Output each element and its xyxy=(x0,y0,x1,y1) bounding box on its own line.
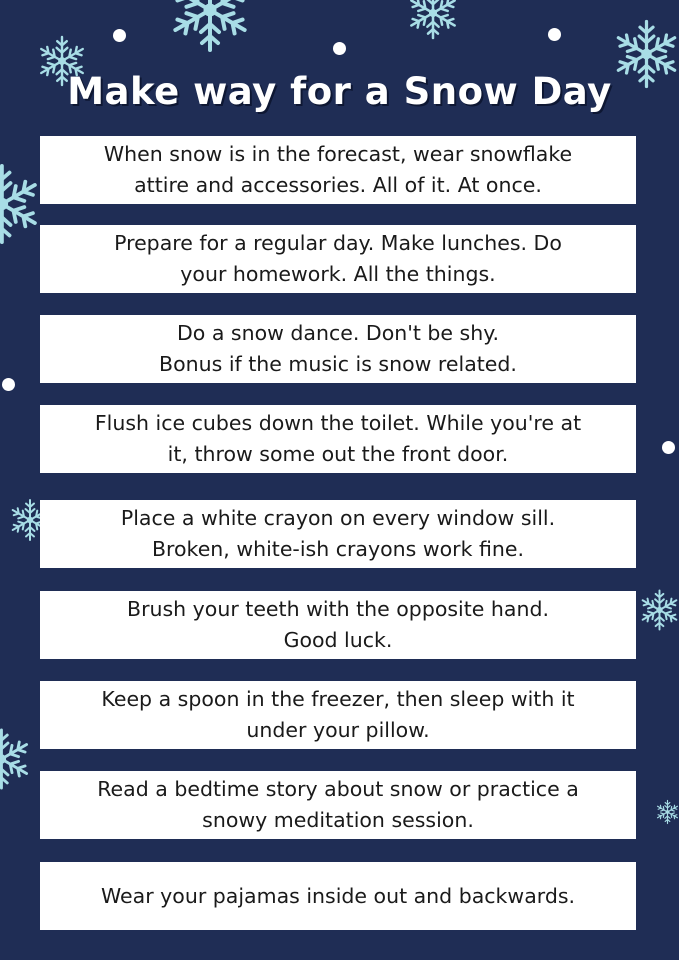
tip-card: Read a bedtime story about snow or practice a snowy meditation session. xyxy=(40,771,636,839)
tip-card: Prepare for a regular day. Make lunches. Do your homework. All the things. xyxy=(40,225,636,293)
tip-card: Brush your teeth with the opposite hand. Good luck. xyxy=(40,591,636,659)
tip-card: Keep a spoon in the freezer, then sleep with it under your pillow. xyxy=(40,681,636,749)
tip-card: Wear your pajamas inside out and backwards. xyxy=(40,862,636,930)
snow-dot xyxy=(333,42,346,55)
tip-card: When snow is in the forecast, wear snowflake attire and accessories. All of it. At once. xyxy=(40,136,636,204)
page-title: Make way for a Snow Day xyxy=(67,70,612,113)
tip-card: Place a white crayon on every window sill. Broken, white-ish crayons work fine. xyxy=(40,500,636,568)
snowflake-icon xyxy=(0,730,32,788)
snow-dot xyxy=(548,28,561,41)
snowflake-icon xyxy=(170,0,250,50)
tip-card: Flush ice cubes down the toilet. While you're at it, throw some out the front door. xyxy=(40,405,636,473)
snowflake-icon xyxy=(640,570,679,650)
snow-dot xyxy=(2,378,15,391)
snowflake-icon xyxy=(0,164,40,244)
snowflake-icon xyxy=(408,0,458,38)
tip-card: Do a snow dance. Don't be shy. Bonus if the music is snow related. xyxy=(40,315,636,383)
snow-dot xyxy=(662,441,675,454)
snowflake-icon xyxy=(656,790,679,834)
snow-dot xyxy=(113,29,126,42)
